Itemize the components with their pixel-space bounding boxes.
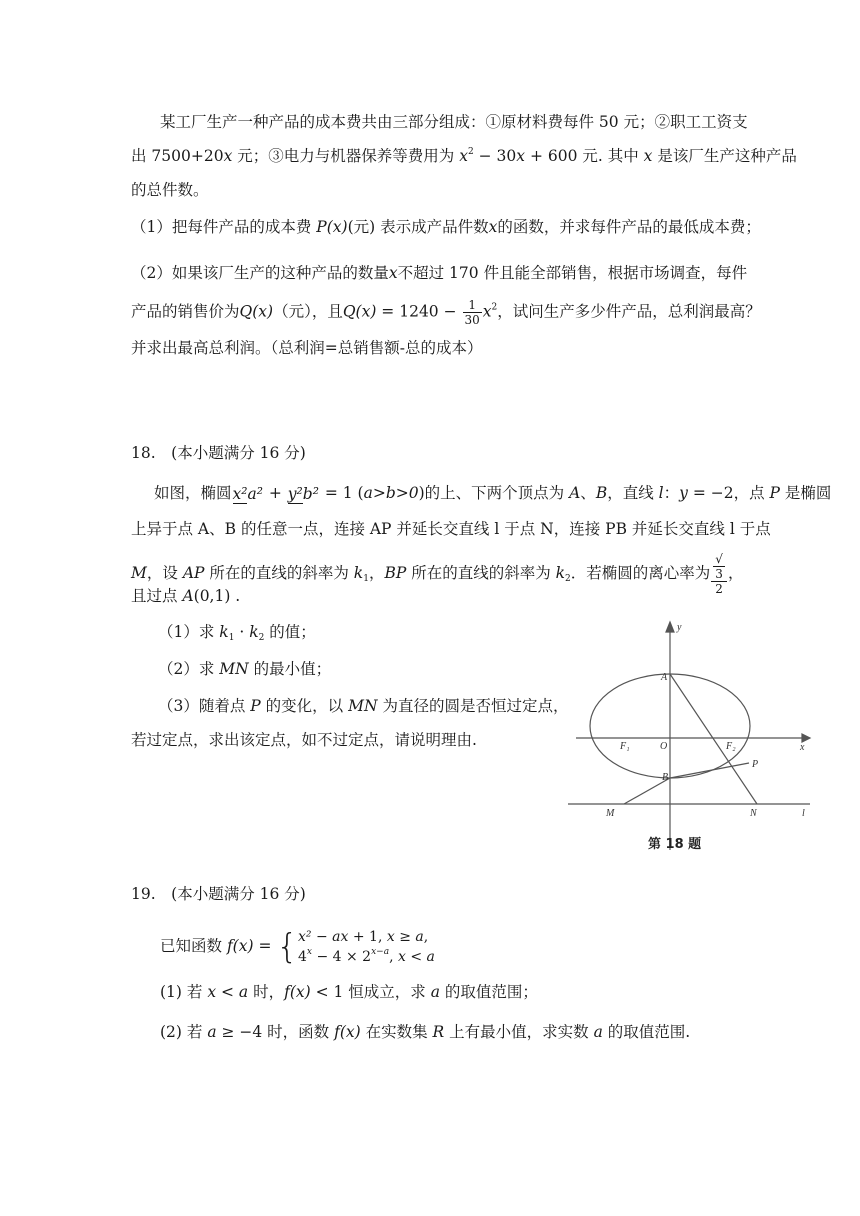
case-1: x² − ax + 1, x ≥ a, [298,929,429,945]
one-thirtieth-fraction: $\frac{1}{30}$ [464,298,480,327]
q19-sub-2: (2) 若 a ≥ −4 时，函数 f(x) 在实数集 R 上有最小值，求实数 a 的取值范围. [160,1023,691,1041]
label-x: x [800,742,805,753]
label-y: y [677,622,682,633]
ellipse-figure [566,618,816,856]
x-axis-arrow [802,734,810,742]
label-l: l [802,808,805,819]
sqrt3-over-2-fraction: √ 3 2 [711,552,727,596]
label-F1: F₁ [620,741,630,752]
x2-over-a2-fraction: x²a² [232,485,263,503]
q18-sub-1: （1）求 $k_1 \cdot k_2$ 的值； [158,623,316,643]
q18-header: 18. (本小题满分 16 分) [131,444,306,462]
y-axis-arrow [666,622,674,632]
q18-line-2: 上异于点 A、B 的任意一点，连接 AP 并延长交直线 l 于点 N，连接 PB 并延长交直线 l 于点 [131,520,771,538]
label-O: O [660,741,668,752]
y2-over-b2-fraction: y²b² [287,485,319,503]
segment-BP [670,763,749,778]
label-F2: F₂ [726,741,736,752]
q17-part-2-line-2: 产品的销售价为Q(x)（元），且Q(x) = 1240 − $\frac{1}{30}$ $x^2$，试问生产多少件产品，总利润最高？ [131,298,761,327]
segment-AN [670,674,757,804]
q18-line-4: 且过点 A(0,1) . [131,587,241,605]
label-M: M [606,808,615,819]
q17-part-2-line-1: （2）如果该厂生产的这种产品的数量x不超过 170 件且能全部销售，根据市场调查，每件 [131,264,748,282]
label-P: P [752,759,759,770]
label-B: B [662,772,669,783]
label-A: A [661,672,668,683]
q17-line-2: 出 7500+20x 元；③电力与机器保养等费用为 $x^2 - 30x + 600$ 元. 其中 x 是该厂生产这种产品 [131,147,797,165]
q19-sub-1: (1) 若 x < a 时，f(x) < 1 恒成立，求 a 的取值范围； [160,983,538,1001]
q17-line-3: 的总件数。 [131,181,209,199]
case-2: $4^x - 4 \times 2^{x-a}$, x < a [298,947,435,965]
q19-header: 19. (本小题满分 16 分) [131,885,306,903]
q19-function-definition: 已知函数 f(x) = {x² − ax + 1, x ≥ a, $4^x - 4 \times 2^{x-a}$, x < a [160,927,435,967]
q17-part-1: （1）把每件产品的成本费 P(x)(元) 表示成产品件数x的函数，并求每件产品的最低成本费； [131,218,761,236]
q18-sub-2: （2）求 MN 的最小值； [158,660,332,678]
q18-sub-3: （3）随着点 P 的变化，以 MN 为直径的圆是否恒过定点， [158,697,569,715]
q17-line-1: 某工厂生产一种产品的成本费共由三部分组成：①原材料费每件 50 元；②职工工资支 [160,113,748,131]
q18-line-3: M，设 AP 所在的直线的斜率为 $k_1$，BP 所在的直线的斜率为 $k_2$．若椭圆的离心率为 √ 3 2 ， [131,552,744,596]
q17-part-2-line-3: 并求出最高总利润。（总利润=总销售额-总的成本） [131,339,483,357]
figure-caption: 第 18 题 [648,837,702,852]
q18-sub-3-line-2: 若过定点，求出该定点，如不过定点，请说明理由. [131,731,477,749]
label-N: N [750,808,757,819]
q18-line-1: 如图，椭圆x²a² + y²b² = 1 (a>b>0)的上、下两个顶点为 A、B，直线 l：y = −2，点 P 是椭圆 [154,484,832,503]
